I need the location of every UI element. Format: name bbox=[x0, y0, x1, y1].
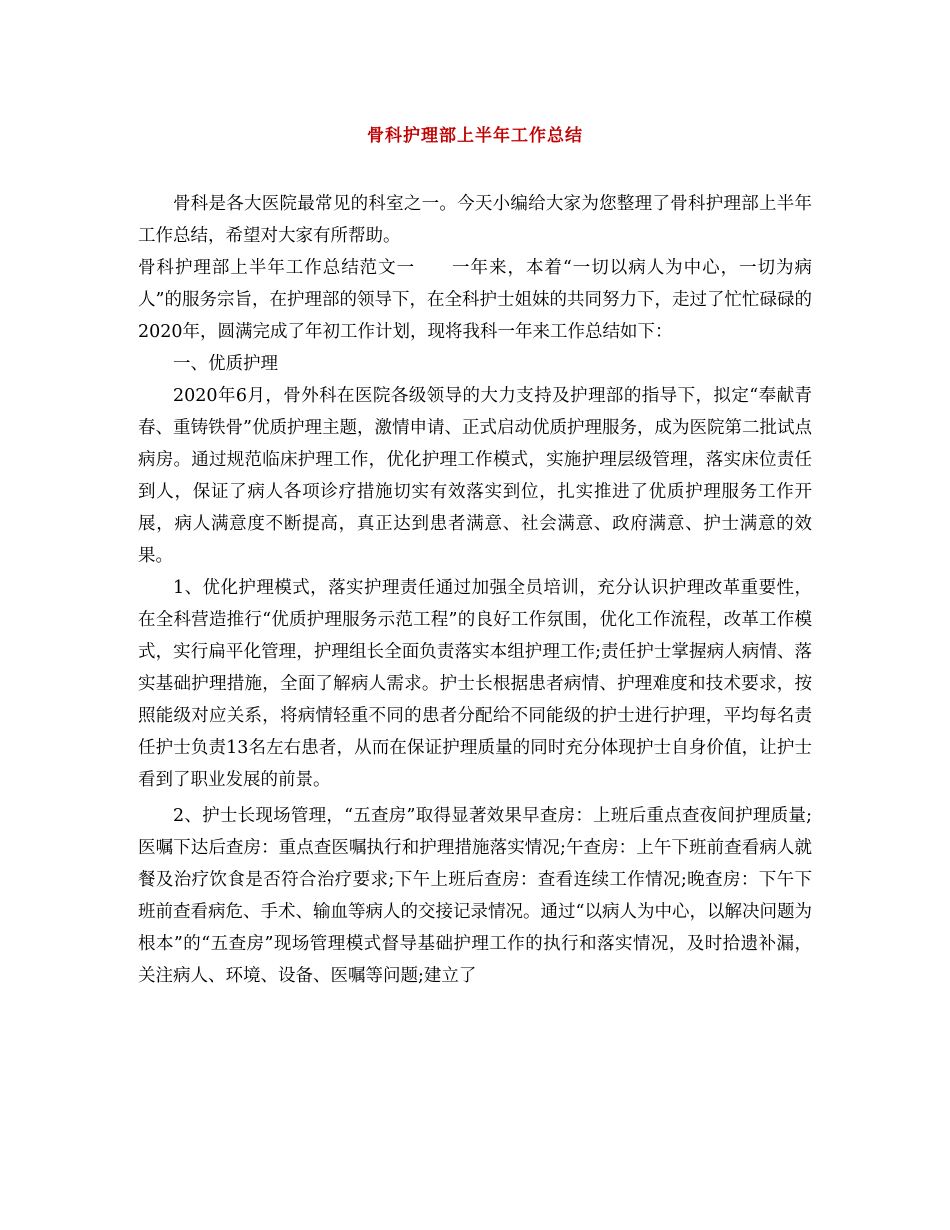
document-title: 骨科护理部上半年工作总结 bbox=[367, 126, 583, 146]
body-paragraph: 2020年6月，骨外科在医院各级领导的大力支持及护理部的指导下，拟定“奉献青春、重铸铁骨”优质护理主题，激情申请、正式启动优质护理服务，成为医院第二批试点病房。通过规范临床护理工作，优化护理工作模式，实施护理层级管理，落实床位责任到人，保证了病人各项诊疗措施切实有效落实到位，扎实推进了优质护理服务工作开展，病人满意度不断提高，真正达到患者满意、社会满意、政府满意、护士满意的效果。 bbox=[138, 386, 812, 566]
sample-paragraph: 骨科护理部上半年工作总结范文一 一年来，本着“一切以病人为中心，一切为病人”的服务宗旨，在护理部的领导下，在全科护士姐妹的共同努力下，走过了忙忙碌碌的2020年，圆满完成了年初工作计划，现将我科一年来工作总结如下： bbox=[138, 258, 812, 342]
body-paragraph: 2、护士长现场管理，“五查房”取得显著效果早查房：上班后重点查夜间护理质量;医嘱下达后查房：重点查医嘱执行和护理措施落实情况;午查房：上午下班前查看病人就餐及治疗饮食是否符合治疗要求;下午上班后查房：查看连续工作情况;晚查房：下午下班前查看病危、手术、输血等病人的交接记录情况。通过“以病人为中心，以解决问题为根本”的“五查房”现场管理模式督导基础护理工作的执行和落实情况，及时拾遗补漏，关注病人、环境、设备、医嘱等问题;建立了 bbox=[138, 806, 812, 986]
intro-paragraph: 骨科是各大医院最常见的科室之一。今天小编给大家为您整理了骨科护理部上半年工作总结，希望对大家有所帮助。 bbox=[138, 194, 812, 246]
body-paragraph: 1、优化护理模式，落实护理责任通过加强全员培训，充分认识护理改革重要性，在全科营造推行“优质护理服务示范工程”的良好工作氛围，优化工作流程，改革工作模式，实行扁平化管理，护理组长全面负责落实本组护理工作;责任护士掌握病人病情、落实基础护理措施，全面了解病人需求。护士长根据患者病情、护理难度和技术要求，按照能级对应关系，将病情轻重不同的患者分配给不同能级的护士进行护理，平均每名责任护士负责13名左右患者，从而在保证护理质量的同时充分体现护士自身价值，让护士看到了职业发展的前景。 bbox=[138, 578, 812, 790]
section-heading: 一、优质护理 bbox=[173, 354, 278, 374]
